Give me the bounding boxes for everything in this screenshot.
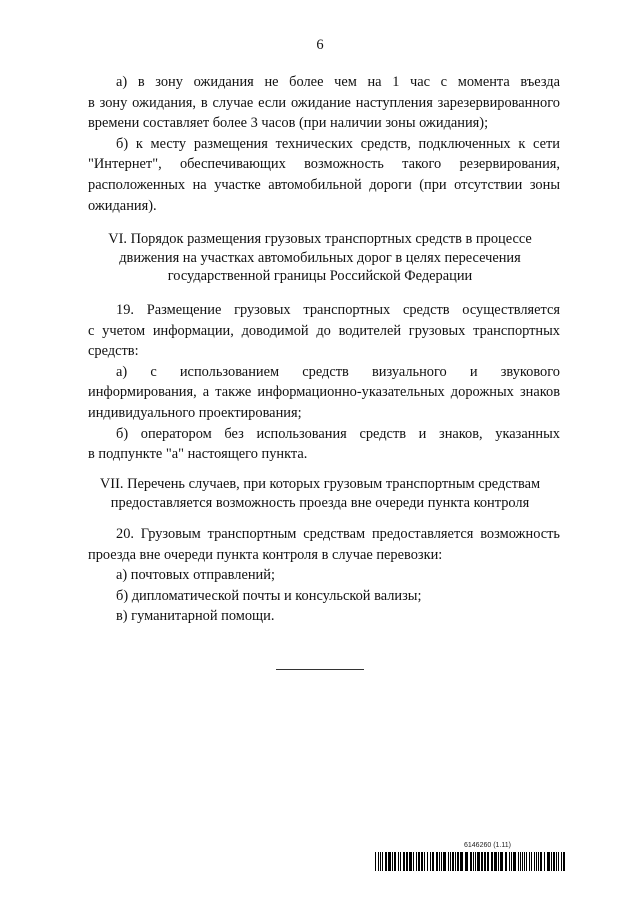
text-line: б) к месту размещения технических средств, подключенных к сети	[116, 135, 560, 152]
text-line: времени составляет более 3 часов (при наличии зоны ожидания);	[88, 115, 489, 132]
text-line: а) с использованием средств визуального и звукового	[116, 363, 560, 380]
heading-line: предоставляется возможность проезда вне очереди пункта контроля	[110, 494, 530, 511]
section-heading-vi	[70, 230, 570, 286]
barcode-number: 6146260 (1.11)	[464, 842, 511, 849]
text-line: информирования, а также информационно-указательных дорожных знаков	[88, 384, 560, 401]
text-line: б) оператором без использования средств и знаков, указанных	[116, 425, 560, 442]
text-line: в зону ожидания, в случае если ожидание наступления зарезервированного	[88, 94, 560, 111]
text-line: 20. Грузовым транспортным средствам предоставляется возможность	[116, 526, 560, 542]
text-line: с учетом информации, доводимой до водителей грузовых транспортных	[88, 322, 560, 339]
closing-divider	[276, 669, 364, 670]
text-line: проезда вне очереди пункта контроля в случае перевозки:	[88, 546, 443, 563]
text-line: в подпункте "а" настоящего пункта.	[88, 446, 308, 463]
paragraph-block-20	[88, 524, 560, 627]
heading-line: VII. Перечень случаев, при которых грузовым транспортным средствам	[99, 476, 541, 492]
text-line: в) гуманитарной помощи.	[116, 608, 275, 625]
text-line: средств:	[88, 343, 139, 360]
heading-line: VI. Порядок размещения грузовых транспортных средств в процессе	[108, 231, 532, 247]
text-line: а) в зону ожидания не более чем на 1 час с момента въезда	[116, 74, 560, 90]
page-number: 6	[316, 37, 324, 53]
heading-line: государственной границы Российской Федерации	[167, 268, 473, 284]
text-line: б) дипломатической почты и консульской вализы;	[116, 587, 422, 604]
text-line: расположенных на участке автомобильной дороги (при отсутствии зоны	[88, 176, 560, 193]
paragraph-block-19	[88, 300, 560, 465]
barcode-icon	[375, 852, 565, 871]
text-line: 19. Размещение грузовых транспортных средств осуществляется	[116, 302, 560, 318]
text-line: а) почтовых отправлений;	[116, 567, 275, 584]
text-line: ожидания).	[88, 197, 157, 214]
text-line: индивидуального проектирования;	[88, 404, 302, 421]
text-line: "Интернет", обеспечивающих возможность такого резервирования,	[88, 156, 560, 173]
heading-line: движения на участках автомобильных дорог в целях пересечения	[119, 249, 521, 266]
section-heading-vii	[70, 475, 570, 512]
paragraph-block-1	[88, 72, 560, 216]
